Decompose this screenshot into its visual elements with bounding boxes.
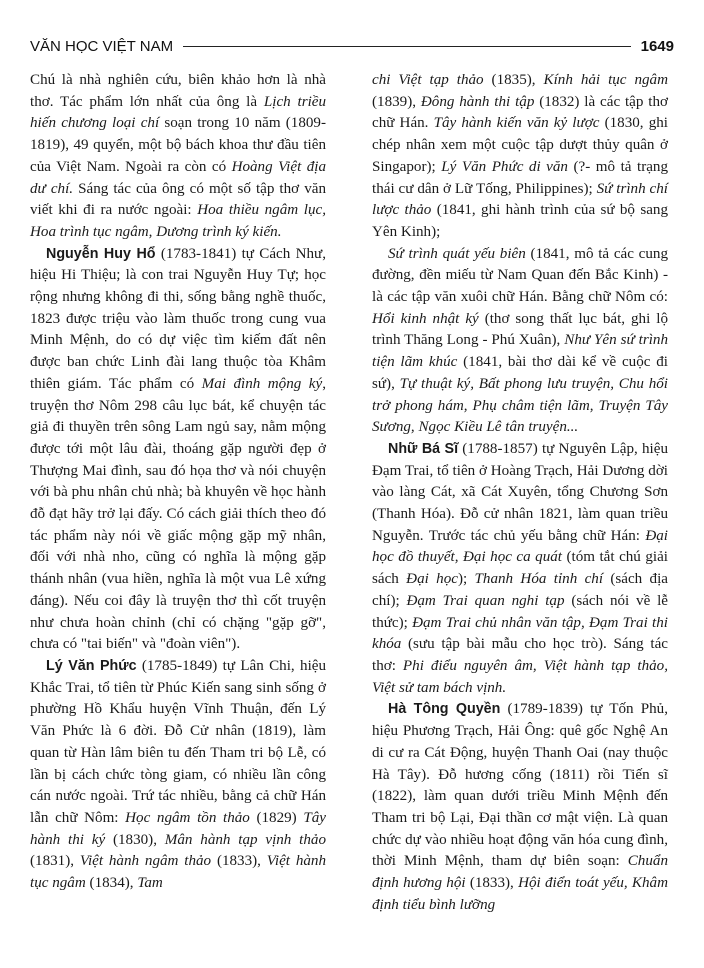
entry-ly-van-phuc: Lý Văn Phức (1785-1849) tự Lân Chi, hiệu Khắc Trai, tổ tiên từ Phúc Kiến sang sinh sống ở phường Hồ Khẩu huyện Vĩnh Thuận, đến Lý Văn Phức là 6 đời. Đỗ Cử nhân (1819), làm quan từ Hàn lâm biên tu đến Tham tri bộ Lễ, có lần bị cách chức tòng giam, có nhiều lần công cán nước ngoài. Trứ tác nhiều, bằng cả chữ Hán lẫn chữ Nôm: Học ngâm tồn thảo (1829) Tây hành thi ký (1830), Mân hành tạp vịnh thảo (1831), Việt hành ngâm thảo (1833), Việt hành tục ngâm (1834), Tam [30,657,327,892]
entry-name: Lý Văn Phức [46,657,137,674]
header-rule [183,46,631,47]
entry-ha-tong-quyen: Hà Tông Quyền (1789-1839) tự Tốn Phủ, hiệu Phương Trạch, Hải Ông: quê gốc Nghệ An di cư ra Cát Động, huyện Thanh Oai (nay thuộc Hà Tây). Đỗ hương cống (1811) rồi Tiến sĩ (1822), làm quan dưới triều Minh Mệnh đến Tham tri bộ Lại, Đại thần cơ mật viện. Là quan chức dự vào nhiều hoạt động văn hóa cung đình, thời Minh Mệnh, tham dự biên soạn: Chuẩn định hương hội (1833), Hội điển toát yếu, Khâm định tiểu bình lưỡng [372,701,668,913]
page-number: 1649 [640,37,674,55]
paragraph-prose-works: Sứ trình quát yếu biên (1841, mô tả các cung đường, đền miếu từ Nam Quan đến Bắc Kinh) - là các tập văn xuôi chữ Hán. Bằng chữ Nôm có: Hổi kinh nhật ký (thơ song thất lục bát, ghi lộ trình Thăng Long - Phú Xuân), Như Yên sứ trình tiện lãm khúc (1841, bài thơ dài kể về cuộc đi sứ), Tự thuật ký, Bất phong lưu truyện, Chu hổi trở phong hám, Phụ châm tiện lãm, Truyện Tây Sương, Ngọc Kiều Lê tân truyện... [372,245,668,436]
entry-nguyen-huy-ho: Nguyễn Huy Hổ (1783-1841) tự Cách Như, hiệu Hi Thiệu; là con trai Nguyễn Huy Tự; học rộng nhưng không đi thi, sống bằng nghề thuốc, 1823 được triệu vào làm thuốc trong cung vua Minh Mệnh, do có dự việc tìm kiếm đất nên được ban chức Linh đài lang thuộc tòa Khâm thiên giám. Tác phẩm có Mai đình mộng ký, truyện thơ Nôm 298 câu lục bát, kể chuyện tác giả đi thuyền trên sông Lam ngủ say, nằm mộng được tới một lâu đài, thoáng gặp người đẹp ở Thượng Mai đình, sau đó họa thơ và nói chuyện với bà phu nhân chủ nhà; bà khuyên về học hành đỗ đạt hãy trở lại đấy. Có cách giải thích theo đó tác phẩm này nói về giấc mộng gặp mỹ nhân, đối với nhà nho, cũng có nghĩa là mộng gặp thánh nhân (vua hiền, nghĩa là một vua Lê xứng đáng). Nếu coi đây là truyện thơ thì cốt truyện như chưa hoàn chỉnh (chỉ có chặng "gặp gỡ", chưa có "tai biến" và "đoàn viên"). [30,245,326,653]
running-title: VĂN HỌC VIỆT NAM [30,37,174,55]
paragraph-continued: chi Việt tạp thảo (1835), Kính hải tục ngâm (1839), Đông hành thi tập (1832) là các tập thơ chữ Hán. Tây hành kiến văn kỷ lược (1830, ghi chép nhân xem một cuộc tập dượt thủy quân ở Singapor); Lý Văn Phức di văn (?- mô tả trạng thái cư dân ở Lữ Tống, Philippines); Sứ trình chí lược thảo (1841, ghi hành trình của sứ bộ sang Yên Kinh); [372,72,669,240]
right-column [372,70,668,916]
paragraph-continued: Chú là nhà nghiên cứu, biên khảo hơn là nhà thơ. Tác phẩm lớn nhất của ông là Lịch triều hiến chương loại chí soạn trong 10 năm (1809-1819), 49 quyển, một bộ bách khoa thư đầu tiên của Việt Nam. Ngoài ra còn có Hoàng Việt địa dư chí. Sáng tác của ông có một số tập thơ văn viết khi đi ra nước ngoài: Hoa thiều ngâm lục, Hoa trình tục ngâm, Dương trình ký kiến. [30,72,327,240]
left-column [30,70,326,895]
running-header [30,36,674,56]
entry-nhu-ba-si: Nhữ Bá Sĩ (1788-1857) tự Nguyên Lập, hiệu Đạm Trai, tổ tiên ở Hoàng Trạch, Hải Dương dời vào làng Cát, xã Cát Xuyên, tổng Chương Sơn (Thanh Hóa). Đỗ cử nhân 1821, làm quan triều Nguyễn. Trước tác chủ yếu bằng chữ Hán: Đại học đồ thuyết, Đại học ca quát (tóm tắt chú giải sách Đại học); Thanh Hóa tỉnh chí (sách địa chí); Đạm Trai quan nghi tạp (sách nói về lễ thức); Đạm Trai chủ nhân văn tập, Đạm Trai thi khóa (sưu tập bài mẫu cho học trò). Sáng tác thơ: Phi điểu nguyên âm, Việt hành tạp thảo, Việt sử tam bách vịnh. [372,440,668,696]
entry-name: Hà Tông Quyền [388,701,501,718]
entry-name: Nhữ Bá Sĩ [388,440,459,457]
entry-name: Nguyễn Huy Hổ [46,245,156,262]
